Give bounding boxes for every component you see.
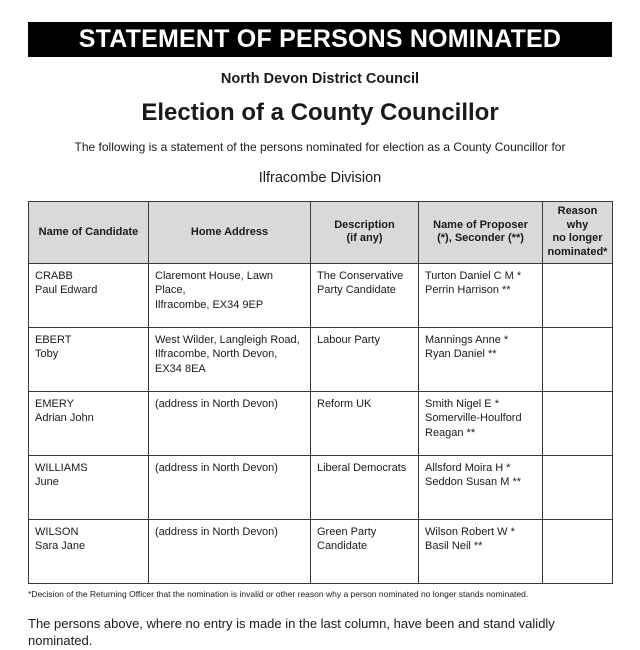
table-body bbox=[29, 263, 613, 583]
candidate-surname: CRABB bbox=[35, 269, 73, 282]
address-line: West Wilder, Langleigh Road, bbox=[155, 333, 300, 346]
cell-home-address bbox=[149, 391, 311, 455]
header-line-2: (if any) bbox=[346, 232, 383, 245]
address-line: Ilfracombe, North Devon, bbox=[155, 348, 278, 361]
cell-home-address bbox=[149, 519, 311, 583]
address-line: Ilfracombe, EX34 9EP bbox=[155, 299, 264, 311]
candidate-surname: EBERT bbox=[35, 333, 72, 346]
intro-line: The following is a statement of the persons nominated for election as a County Councillor for bbox=[74, 139, 566, 154]
cell-reason bbox=[543, 391, 613, 455]
table-row bbox=[29, 391, 613, 455]
candidate-surname: EMERY bbox=[35, 397, 74, 410]
document-page bbox=[0, 22, 640, 648]
header-line-2: no longer bbox=[552, 232, 603, 245]
table-header bbox=[29, 201, 613, 263]
candidate-forename: Adrian John bbox=[35, 412, 94, 425]
description-line: The Conservative bbox=[317, 269, 404, 282]
address-line: EX34 8EA bbox=[155, 363, 206, 375]
column-header-reason-no-longer-nominated bbox=[543, 201, 613, 263]
header-line-1: Home Address bbox=[190, 225, 269, 238]
header-line-1: Name of Candidate bbox=[38, 225, 139, 238]
description-line: Green Party bbox=[317, 525, 377, 538]
column-header-name-of-candidate bbox=[29, 201, 149, 263]
candidate-forename: Toby bbox=[35, 348, 59, 361]
seconder-line: Perrin Harrison ** bbox=[425, 284, 511, 297]
address-line: (address in North Devon) bbox=[155, 461, 278, 474]
cell-home-address bbox=[149, 327, 311, 391]
statement-banner bbox=[28, 22, 612, 57]
proposer-line: Turton Daniel C M * bbox=[425, 269, 522, 282]
candidate-surname: WILSON bbox=[35, 525, 79, 538]
cell-reason bbox=[543, 327, 613, 391]
header-line-1: Name of Proposer bbox=[433, 218, 528, 231]
column-header-home-address bbox=[149, 201, 311, 263]
candidate-forename: June bbox=[35, 476, 59, 489]
cell-reason bbox=[543, 519, 613, 583]
address-line: (address in North Devon) bbox=[155, 397, 278, 410]
cell-home-address bbox=[149, 455, 311, 519]
closing-statement: The persons above, where no entry is made in the last column, have been and stand validly nominated. bbox=[28, 616, 555, 648]
table-header-row bbox=[29, 201, 613, 263]
table-row bbox=[29, 327, 613, 391]
cell-candidate-name bbox=[29, 263, 149, 327]
header-line-1: Reason why bbox=[557, 204, 598, 231]
cell-description bbox=[311, 263, 419, 327]
seconder-line: Somerville-Houlford bbox=[425, 412, 522, 425]
cell-candidate-name bbox=[29, 391, 149, 455]
cell-description bbox=[311, 327, 419, 391]
column-header-proposer-seconder bbox=[419, 201, 543, 263]
description-line: Candidate bbox=[317, 540, 368, 553]
cell-proposer-seconder bbox=[419, 327, 543, 391]
proposer-line: Wilson Robert W * bbox=[425, 525, 515, 538]
seconder-line: Seddon Susan M ** bbox=[425, 476, 522, 489]
candidate-forename: Sara Jane bbox=[35, 540, 86, 553]
proposer-line: Allsford Moira H * bbox=[425, 461, 511, 474]
cell-reason bbox=[543, 263, 613, 327]
proposer-line: Mannings Anne * bbox=[425, 333, 509, 346]
address-line: (address in North Devon) bbox=[155, 525, 278, 538]
header-line-1: Description bbox=[334, 218, 395, 231]
proposer-line: Smith Nigel E * bbox=[425, 397, 499, 410]
table-row bbox=[29, 519, 613, 583]
cell-description bbox=[311, 519, 419, 583]
cell-proposer-seconder bbox=[419, 455, 543, 519]
cell-proposer-seconder bbox=[419, 391, 543, 455]
candidate-surname: WILLIAMS bbox=[35, 461, 88, 474]
election-title: Election of a County Councillor bbox=[141, 99, 499, 127]
council-name: North Devon District Council bbox=[220, 71, 420, 87]
seconder-line-cont: Reagan ** bbox=[425, 427, 476, 439]
cell-proposer-seconder bbox=[419, 519, 543, 583]
banner-title: STATEMENT OF PERSONS NOMINATED bbox=[78, 25, 562, 53]
cell-home-address bbox=[149, 263, 311, 327]
table-row bbox=[29, 263, 613, 327]
cell-reason bbox=[543, 455, 613, 519]
address-line: Claremont House, Lawn Place, bbox=[155, 269, 274, 297]
description-line: Labour Party bbox=[317, 333, 380, 346]
nominations-table bbox=[28, 201, 613, 584]
cell-candidate-name bbox=[29, 327, 149, 391]
cell-proposer-seconder bbox=[419, 263, 543, 327]
footnote-decision: *Decision of the Returning Officer that the nomination is invalid or other reason why a person nominated no longer stands nominated. bbox=[28, 588, 529, 599]
cell-description bbox=[311, 391, 419, 455]
description-line: Liberal Democrats bbox=[317, 461, 407, 474]
seconder-line: Ryan Daniel ** bbox=[425, 348, 497, 361]
cell-candidate-name bbox=[29, 519, 149, 583]
column-header-description bbox=[311, 201, 419, 263]
cell-description bbox=[311, 455, 419, 519]
description-line: Party Candidate bbox=[317, 284, 396, 297]
cell-candidate-name bbox=[29, 455, 149, 519]
table-row bbox=[29, 455, 613, 519]
header-line-3: nominated* bbox=[547, 246, 608, 259]
header-line-2: (*), Seconder (**) bbox=[437, 232, 524, 245]
description-line: Reform UK bbox=[317, 397, 372, 410]
division-name: Ilfracombe Division bbox=[258, 169, 382, 186]
seconder-line: Basil Neil ** bbox=[425, 540, 483, 553]
candidate-forename: Paul Edward bbox=[35, 284, 98, 297]
